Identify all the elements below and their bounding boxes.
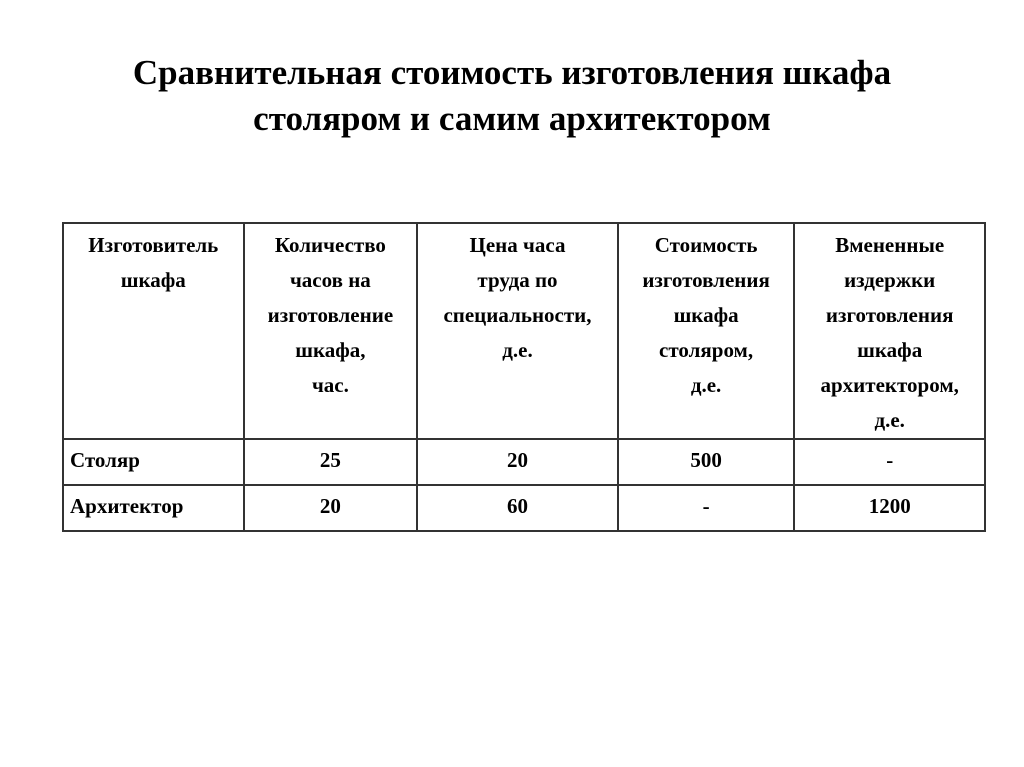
cell-architect-imputed-cost: 1200 — [794, 485, 985, 531]
cell-hour-price: 60 — [417, 485, 618, 531]
header-hours — [244, 223, 418, 439]
header-row — [63, 223, 985, 439]
cell-architect-imputed-cost: - — [794, 439, 985, 485]
cell-hours: 25 — [244, 439, 418, 485]
header-line: шкафа — [857, 338, 923, 362]
header-line: Цена часа — [469, 233, 566, 257]
header-line: шкафа, — [295, 338, 366, 362]
header-line: изготовления — [825, 303, 954, 327]
cell-hours: 20 — [244, 485, 418, 531]
table-row — [63, 485, 985, 531]
header-hour-price — [417, 223, 618, 439]
table-row — [63, 439, 985, 485]
header-line: специальности, — [443, 303, 592, 327]
slide-title-line-1: Сравнительная стоимость изготовления шкафа — [132, 53, 892, 92]
header-line: д.е. — [690, 373, 722, 397]
slide-title-line-2: столяром и самим архитектором — [253, 99, 771, 138]
cell-carpenter-cost: 500 — [618, 439, 795, 485]
header-line: Стоимость — [654, 233, 758, 257]
slide-title — [0, 50, 1024, 142]
header-line: столяром, — [659, 338, 754, 362]
header-line: изготовления — [642, 268, 770, 292]
header-line: Вмененные — [835, 233, 945, 257]
header-maker — [63, 223, 244, 439]
header-line: час. — [311, 373, 349, 397]
header-line: шкафа — [673, 303, 739, 327]
header-line: труда по — [477, 268, 558, 292]
header-line: Изготовитель — [88, 233, 219, 257]
header-line: д.е. — [874, 408, 905, 432]
header-line: Количество — [274, 233, 386, 257]
header-line: д.е. — [502, 338, 533, 362]
cell-carpenter-cost: - — [618, 485, 795, 531]
cell-maker: Архитектор — [63, 485, 244, 531]
header-line: шкафа — [120, 268, 186, 292]
header-line: архитектором, — [820, 373, 959, 397]
header-carpenter-cost — [618, 223, 795, 439]
cell-hour-price: 20 — [417, 439, 618, 485]
header-architect-imputed-cost — [794, 223, 985, 439]
header-line: изготовление — [267, 303, 394, 327]
cost-comparison-table — [62, 222, 986, 532]
header-line: издержки — [844, 268, 936, 292]
header-line: часов на — [289, 268, 371, 292]
cell-maker: Столяр — [63, 439, 244, 485]
